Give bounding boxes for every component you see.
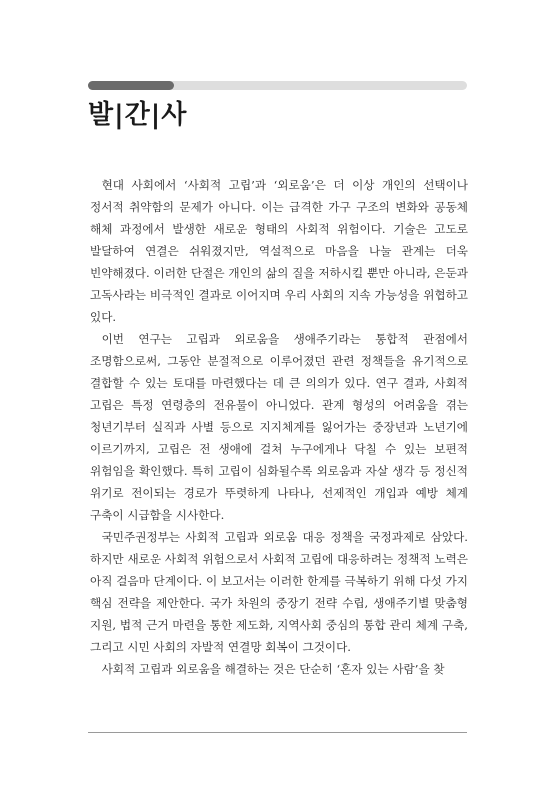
footer-rule bbox=[88, 732, 467, 733]
header-rule-accent bbox=[88, 81, 174, 90]
page-title: 발|간|사 bbox=[88, 100, 188, 130]
body-paragraph: 국민주권정부는 사회적 고립과 외로움 대응 정책을 국정과제로 삼았다. 하지만 새로운 사회적 위험으로서 사회적 고립에 대응하려는 정책적 노력은 아직 걸음마 단계이다. 이 보고서는 이러한 한계를 극복하기 위해 다섯 가지 핵심 전략을 제안한다. 국가 차원의 중장기 전략 수립, 생애주기별 맞춤형 지원, 법적 근거 마련을 통한 제도화, 지역사회 중심의 통합 관리 체계 구축, 그리고 시민 사회의 자발적 연결망 회복이 그것이다. bbox=[90, 530, 468, 654]
body-paragraph: 사회적 고립과 외로움을 해결하는 것은 단순히 ‘혼자 있는 사람’을 찾 bbox=[101, 662, 445, 676]
header-rule bbox=[88, 81, 467, 90]
body-paragraph: 이번 연구는 고립과 외로움을 생애주기라는 통합적 관점에서 조명함으로써, 그동안 분절적으로 이루어졌던 관련 정책들을 유기적으로 결합할 수 있는 토대를 마련했다는 데 큰 의의가 있다. 연구 결과, 사회적 고립은 특정 연령층의 전유물이 아니었다. 관계 형성의 어려움을 겪는 청년기부터 실직과 사별 등으로 지지체계를 잃어가는 중장년과 노년기에 이르기까지, 고립은 전 생애에 걸쳐 누구에게나 닥칠 수 있는 보편적 위험임을 확인했다. 특히 고립이 심화될수록 외로움과 자살 생각 등 정신적 위기로 전이되는 경로가 뚜렷하게 나타나, 선제적인 개입과 예방 체계 구축이 시급함을 시사한다. bbox=[90, 332, 468, 522]
body-paragraph: 현대 사회에서 ‘사회적 고립’과 ‘외로움’은 더 이상 개인의 선택이나 정서적 취약함의 문제가 아니다. 이는 급격한 가구 구조의 변화와 공동체 해체 과정에서 발생한 새로운 형태의 사회적 위험이다. 기술은 고도로 발달하여 연결은 쉬워졌지만, 역설적으로 마음을 나눌 관계는 더욱 빈약해졌다. 이러한 단절은 개인의 삶의 질을 저하시킬 뿐만 아니라, 은둔과 고독사라는 비극적인 결과로 이어지며 우리 사회의 지속 가능성을 위협하고 있다. bbox=[90, 178, 468, 324]
body-text bbox=[90, 174, 468, 680]
